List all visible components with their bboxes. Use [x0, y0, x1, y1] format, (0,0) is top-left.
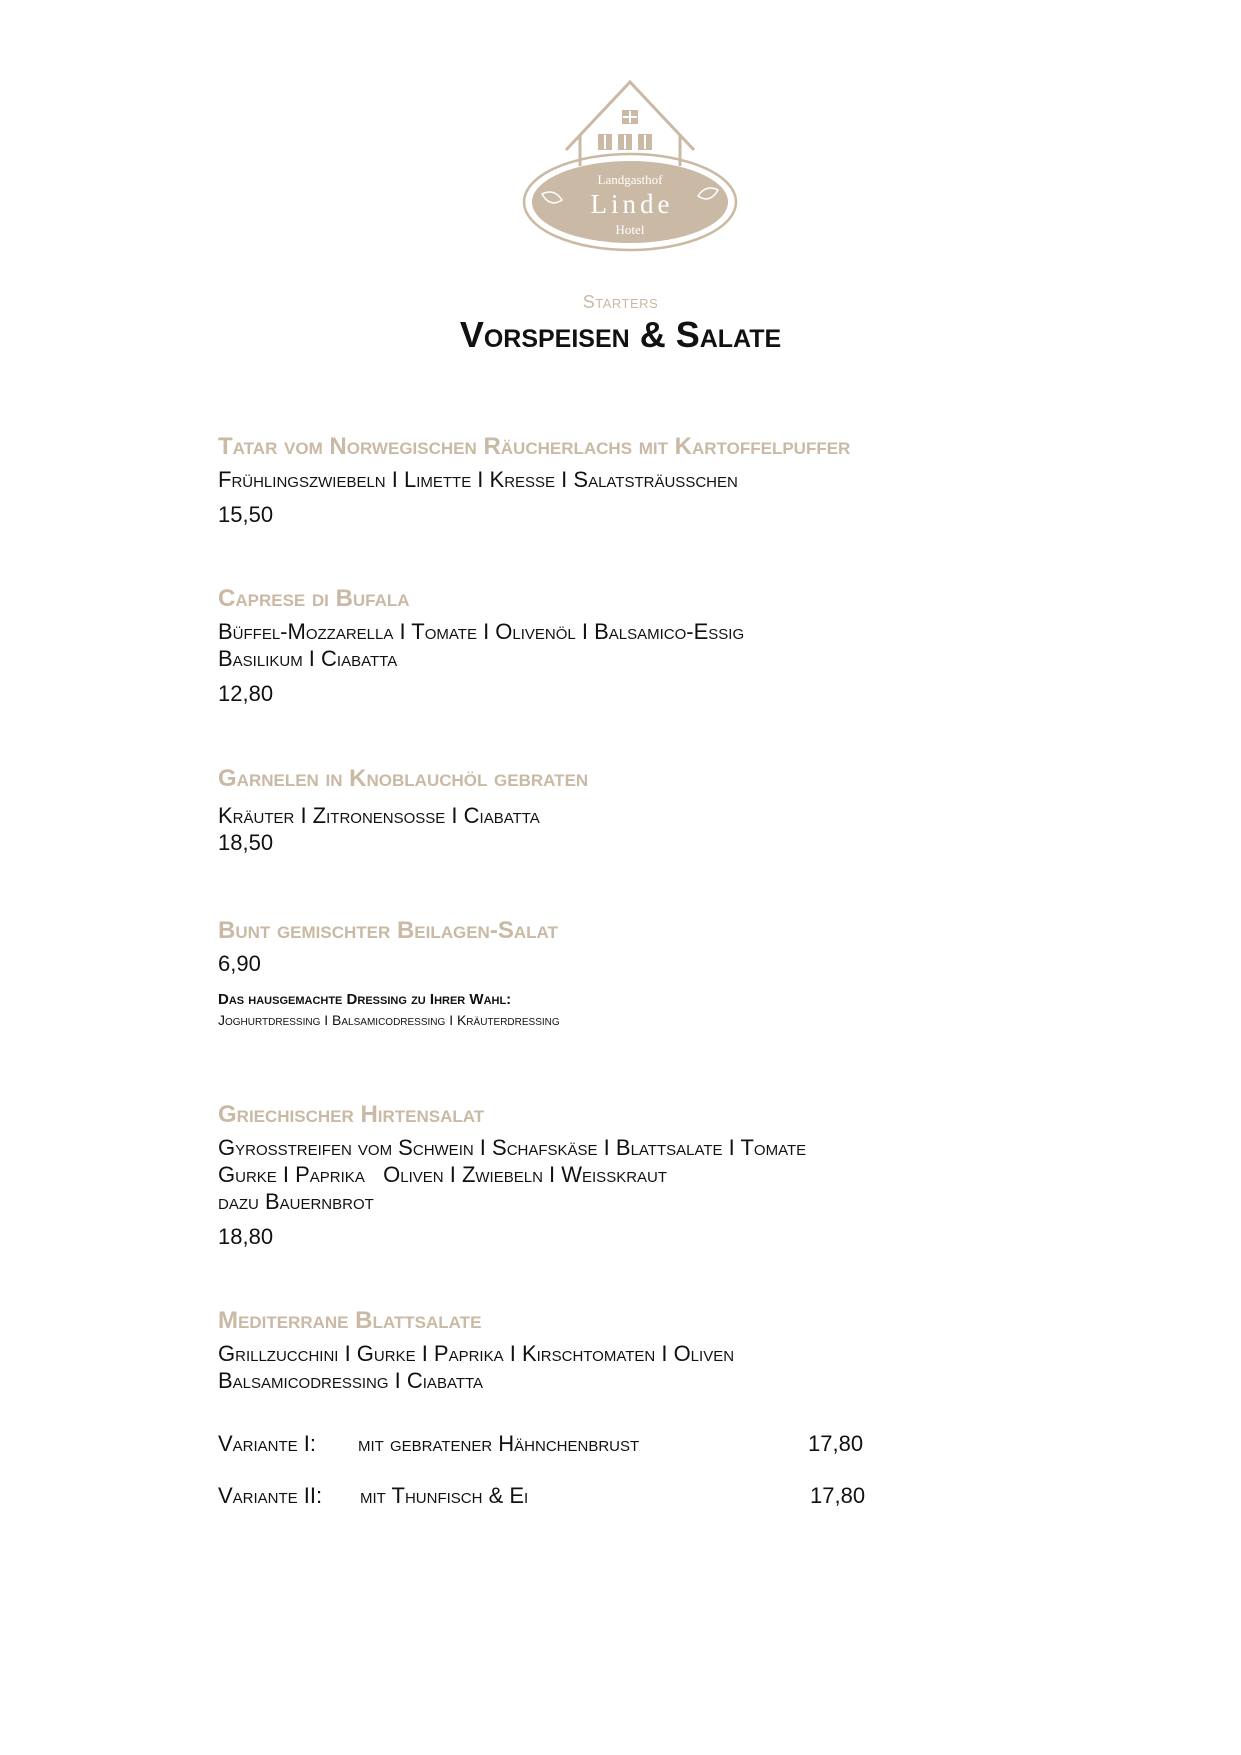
variant-description: mit gebratener Hähnchenbrust — [358, 1431, 640, 1456]
dish-price: 18,80 — [218, 1224, 274, 1249]
house-logo-icon — [520, 76, 740, 256]
dressing-note-title: Das hausgemachte Dressing zu Ihrer Wahl: — [218, 991, 512, 1008]
menu-item — [218, 584, 744, 708]
variant-label: Variante II: — [218, 1483, 323, 1508]
variant-row — [218, 1430, 865, 1458]
variant-price: 17,80 — [810, 1483, 866, 1508]
dish-description: Balsamicodressing I Ciabatta — [218, 1368, 484, 1393]
dish-description: Basilikum I Ciabatta — [218, 646, 398, 671]
dish-name: Caprese di Bufala — [218, 585, 410, 612]
variant-row — [218, 1482, 865, 1510]
dish-name: Mediterrane Blattsalate — [218, 1307, 482, 1334]
dish-description: Büffel-Mozzarella I Tomate I Olivenöl I Balsamico-Essig — [218, 619, 745, 644]
dish-description: Gyrosstreifen vom Schwein I Schafskäse I Blattsalate I Tomate — [218, 1135, 807, 1160]
dish-name: Tatar vom Norwegischen Räucherlachs mit Kartoffelpuffer — [218, 433, 851, 460]
variant-description: mit Thunfisch & Ei — [360, 1483, 529, 1508]
dish-price: 12,80 — [218, 681, 274, 706]
page-title: Vorspeisen & Salate — [459, 314, 782, 355]
menu-item — [218, 1100, 806, 1251]
logo-line-1: Landgasthof — [597, 172, 663, 187]
dressing-note-text: Joghurtdressing I Balsamicodressing I Kräuterdressing — [218, 1012, 560, 1028]
menu-item — [218, 764, 588, 857]
dish-description: Gurke I Paprika Oliven I Zwiebeln I Weißkraut — [218, 1162, 668, 1187]
page-subtitle: Starters — [582, 292, 659, 312]
dish-price: 15,50 — [218, 502, 274, 527]
dish-name: Garnelen in Knoblauchöl gebraten — [218, 765, 589, 792]
logo-line-2: Linde — [590, 189, 674, 219]
variant-label: Variante I: — [218, 1431, 317, 1456]
dish-description: Frühlingszwiebeln I Limette I Kresse I Salatsträußchen — [218, 467, 738, 492]
menu-item — [218, 916, 560, 1030]
dish-description: dazu Bauernbrot — [218, 1189, 374, 1214]
dish-name: Bunt gemischter Beilagen-Salat — [218, 917, 558, 944]
menu-item — [218, 432, 850, 529]
dish-description: Kräuter I Zitronensoße I Ciabatta — [218, 803, 540, 828]
dish-price: 6,90 — [218, 951, 261, 976]
variant-price: 17,80 — [808, 1431, 864, 1456]
dish-description: Grillzucchini I Gurke I Paprika I Kirschtomaten I Oliven — [218, 1341, 735, 1366]
menu-item — [218, 1306, 865, 1510]
logo-line-3: Hotel — [615, 222, 645, 237]
dish-price: 18,50 — [218, 830, 274, 855]
dish-name: Griechischer Hirtensalat — [218, 1101, 485, 1128]
